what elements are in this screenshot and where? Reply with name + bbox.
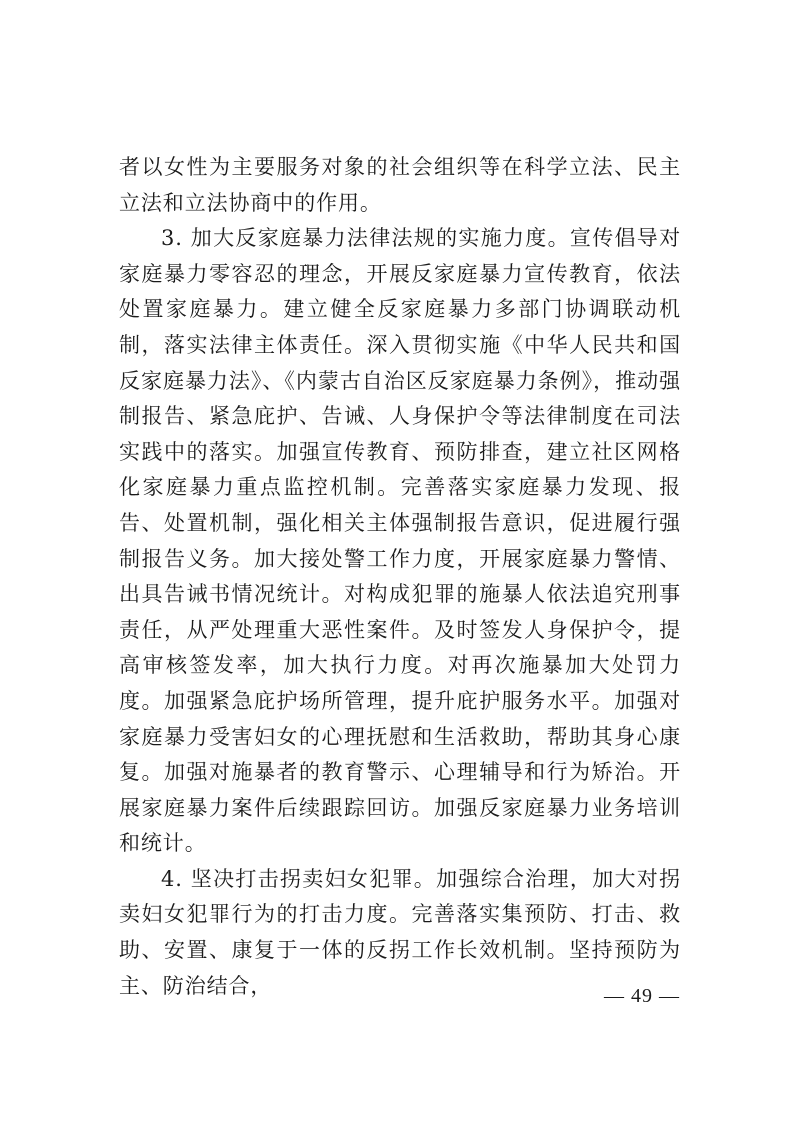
- page-number: — 49 —: [604, 985, 680, 1007]
- paragraph-continuation: 者以女性为主要服务对象的社会组织等在科学立法、民主立法和立法协商中的作用。: [119, 155, 681, 215]
- paragraph-item-3: 3. 加大反家庭暴力法律法规的实施力度。宣传倡导对家庭暴力零容忍的理念，开展反家庭暴力宣传教育，依法处置家庭暴力。建立健全反家庭暴力多部门协调联动机制，落实法律主体责任。深入贯彻实施《中华人民共和国反家庭暴力法》、《内蒙古自治区反家庭暴力条例》，推动强制报告、紧急庇护、告诫、人身保护令等法律制度在司法实践中的落实。加强宣传教育、预防排查，建立社区网格化家庭暴力重点监控机制。完善落实家庭暴力发现、报告、处置机制，强化相关主体强制报告意识，促进履行强制报告义务。加大接处警工作力度，开展家庭暴力警情、出具告诫书情况统计。对构成犯罪的施暴人依法追究刑事责任，从严处理重大恶性案件。及时签发人身保护令，提高审核签发率，加大执行力度。对再次施暴加大处罚力度。加强紧急庇护场所管理，提升庇护服务水平。加强对家庭暴力受害妇女的心理抚慰和生活救助，帮助其身心康复。加强对施暴者的教育警示、心理辅导和行为矫治。开展家庭暴力案件后续跟踪回访。加强反家庭暴力业务培训和统计。: [119, 226, 681, 856]
- body-text: [119, 150, 681, 1004]
- paragraph-item-4: 4. 坚决打击拐卖妇女犯罪。加强综合治理，加大对拐卖妇女犯罪行为的打击力度。完善落实集预防、打击、救助、安置、康复于一体的反拐工作长效机制。坚持预防为主、防治结合，: [119, 866, 681, 998]
